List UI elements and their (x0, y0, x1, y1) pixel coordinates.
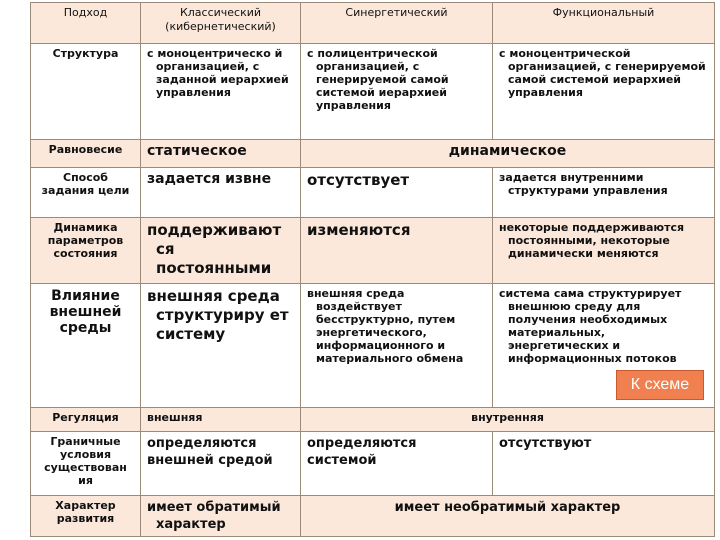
cell-dynamics-synergetic: изменяются (301, 218, 493, 284)
header-synergetic: Синергетический (301, 3, 493, 44)
to-scheme-button[interactable]: К схеме (616, 370, 704, 400)
row-label-dynamics: Динамика параметров состояния (31, 218, 141, 284)
cell-regulation-other: внутренняя (301, 408, 715, 432)
cell-environment-synergetic: внешняя среда воздействует бесструктурно, путем энергетического, информационного и материального обмена (301, 284, 493, 408)
cell-goal-classical: задается извне (141, 168, 301, 218)
comparison-table (30, 2, 715, 537)
cell-goal-synergetic: отсутствует (301, 168, 493, 218)
header-classical: Классический (кибернетический) (141, 3, 301, 44)
table-row (31, 44, 715, 140)
table-row (31, 408, 715, 432)
row-label-boundary: Граничные условия существован ия (31, 432, 141, 496)
row-label-structure: Структура (31, 44, 141, 140)
header-row (31, 3, 715, 44)
table-row (31, 284, 715, 408)
table-row (31, 432, 715, 496)
row-label-regulation: Регуляция (31, 408, 141, 432)
cell-regulation-classical: внешняя (141, 408, 301, 432)
row-label-environment: Влияние внешней среды (31, 284, 141, 408)
cell-goal-functional: задается внутренними структурами управления (493, 168, 715, 218)
cell-environment-functional: система сама структурирует внешнюю среду для получения необходимых материальных, энергетических и информационных потоков (493, 284, 715, 408)
cell-dynamics-classical: поддерживают ся постоянными (141, 218, 301, 284)
cell-boundary-synergetic: определяются системой (301, 432, 493, 496)
table-row (31, 168, 715, 218)
cell-dynamics-functional: некоторые поддерживаются постоянными, некоторые динамически меняются (493, 218, 715, 284)
row-label-equilibrium: Равновесие (31, 140, 141, 168)
header-approach: Подход (31, 3, 141, 44)
cell-boundary-functional: отсутствуют (493, 432, 715, 496)
cell-structure-classical: с моноцентрическо й организацией, с заданной иерархией управления (141, 44, 301, 140)
cell-structure-synergetic: с полицентрической организацией, с генерируемой самой системой иерархией управления (301, 44, 493, 140)
cell-structure-functional: с моноцентрической организацией, с генерируемой самой системой иерархией управления (493, 44, 715, 140)
table-row (31, 140, 715, 168)
cell-environment-classical: внешняя среда структуриру ет систему (141, 284, 301, 408)
table-row (31, 218, 715, 284)
cell-development-other: имеет необратимый характер (301, 496, 715, 537)
cell-development-classical: имеет обратимый характер (141, 496, 301, 537)
header-functional: Функциональный (493, 3, 715, 44)
row-label-goal: Способ задания цели (31, 168, 141, 218)
cell-equilibrium-classical: статическое (141, 140, 301, 168)
cell-boundary-classical: определяются внешней средой (141, 432, 301, 496)
table-row (31, 496, 715, 537)
row-label-development: Характер развития (31, 496, 141, 537)
cell-equilibrium-other: динамическое (301, 140, 715, 168)
